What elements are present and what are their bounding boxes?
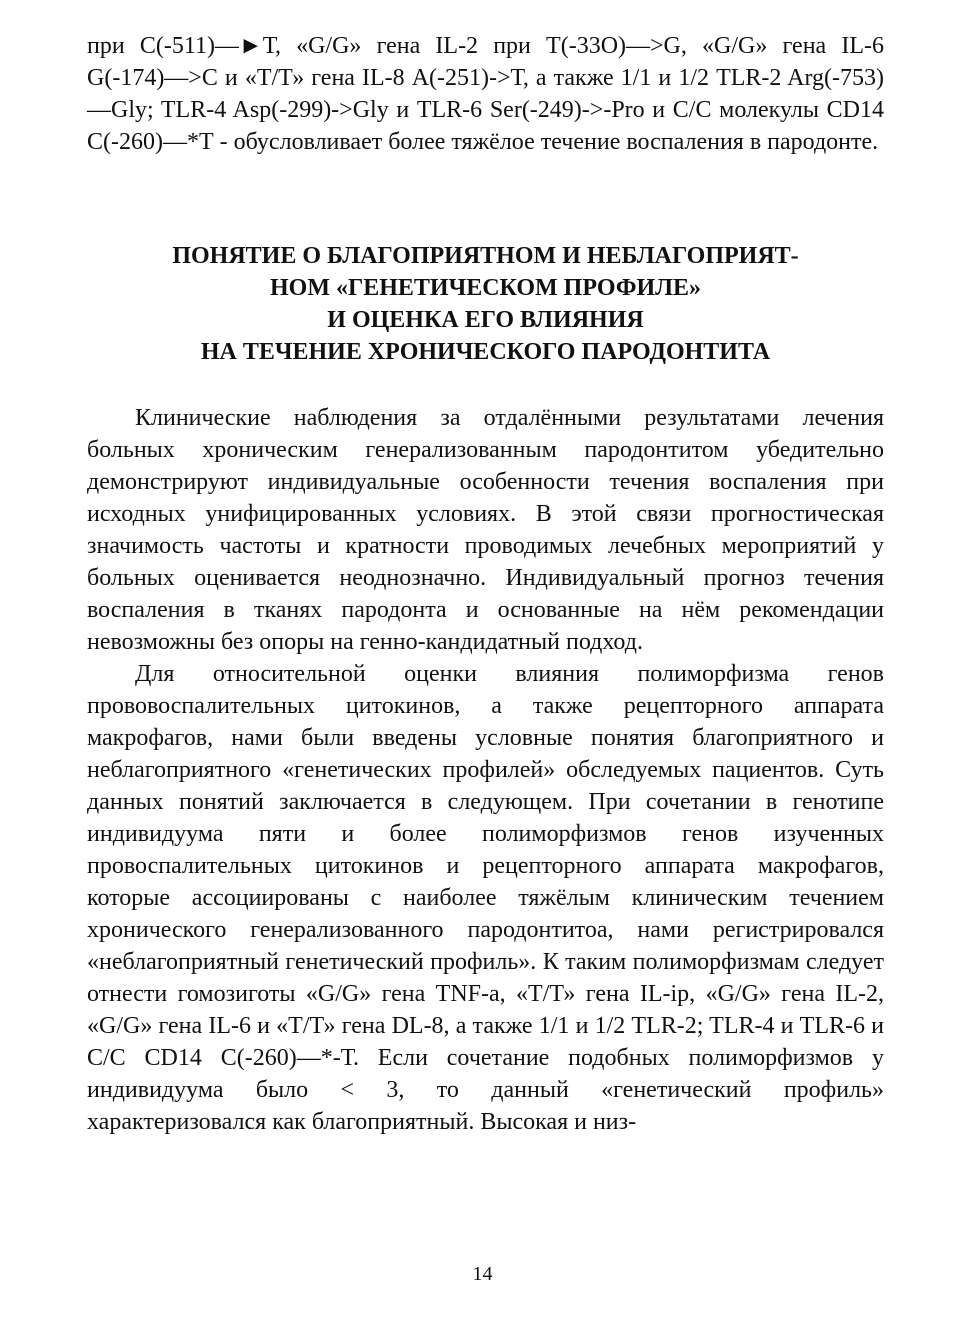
section-heading — [87, 240, 884, 368]
section-heading-line: НОМ «ГЕНЕТИЧЕСКОМ ПРОФИЛЕ» — [269, 275, 701, 301]
section-heading-line: И ОЦЕНКА ЕГО ВЛИЯНИЯ — [327, 307, 644, 333]
body-paragraph-clinical-observations: Клинические наблюдения за отдалёнными результатами лечения больных хроническим генерализованным пародонтитом убедительно демонстрируют индивидуальные особенности течения воспаления при исходных унифицированных условиях. В этой связи прогностическая значимость частоты и кратности проводимых лечебных мероприятий у больных оценивается неоднозначно. Индивидуальный прогноз течения воспаления в тканях пародонта и основанные на нём рекомендации невозможны без опоры на генно-кандидатный подход. — [87, 405, 884, 655]
body-paragraph-genetic-profile: Для относительной оценки влияния полиморфизма генов пpововоспалительных цитокинов, а также рецепторного аппарата макрофагов, нами были введены условные понятия благоприятного и неблагоприятного «генетических профилей» обследуемых пациентов. Суть данных понятий заключается в следующем. При сочетании в генотипе индивидуума пяти и более полиморфизмов генов изученных провоспалительных цитокинов и рецепторного аппарата макрофагов, которые ассоциированы с наиболее тяжёлым клиническим течением хронического генерализованного пародонтитоа, нами регистрировался «неблагоприятный генетический профиль». К таким полиморфизмам следует отнести гомозиготы «G/G» гена TNF-a, «Т/Т» гена IL-ip, «G/G» гена IL-2, «G/G» гена IL-6 и «Т/Т» гена DL-8, а также 1/1 и 1/2 TLR-2; TLR-4 и TLR-6 и С/С CD14 С(-260)—*-Т. Если сочетание подобных полиморфизмов у индивидуума было < 3, то данный «генетический профиль» характеризовался как благоприятный. Высокая и низ- — [87, 661, 884, 1135]
page-number: 14 — [472, 1263, 493, 1285]
section-heading-line: НА ТЕЧЕНИЕ ХРОНИЧЕСКОГО ПАРОДОНТИТА — [200, 339, 771, 365]
page-content — [87, 30, 884, 1138]
section-heading-line: ПОНЯТИЕ О БЛАГОПРИЯТНОМ И НЕБЛАГОПРИЯТ- — [172, 243, 799, 269]
intro-paragraph: при С(-511)—►Т, «G/G» гена IL-2 при Т(-33О)—>G, «G/G» гена IL-6 G(-174)—>С и «Т/Т» гена IL-8 А(-251)->Т, а также 1/1 и 1/2 TLR-2 Arg(-753)—Gly; TLR-4 Asp(-299)->Gly и TLR-6 Ser(-249)->-Pro и С/С молекулы CD14 С(-260)—*Т - обусловливает более тяжёлое течение воспаления в пародонте. — [87, 33, 884, 155]
